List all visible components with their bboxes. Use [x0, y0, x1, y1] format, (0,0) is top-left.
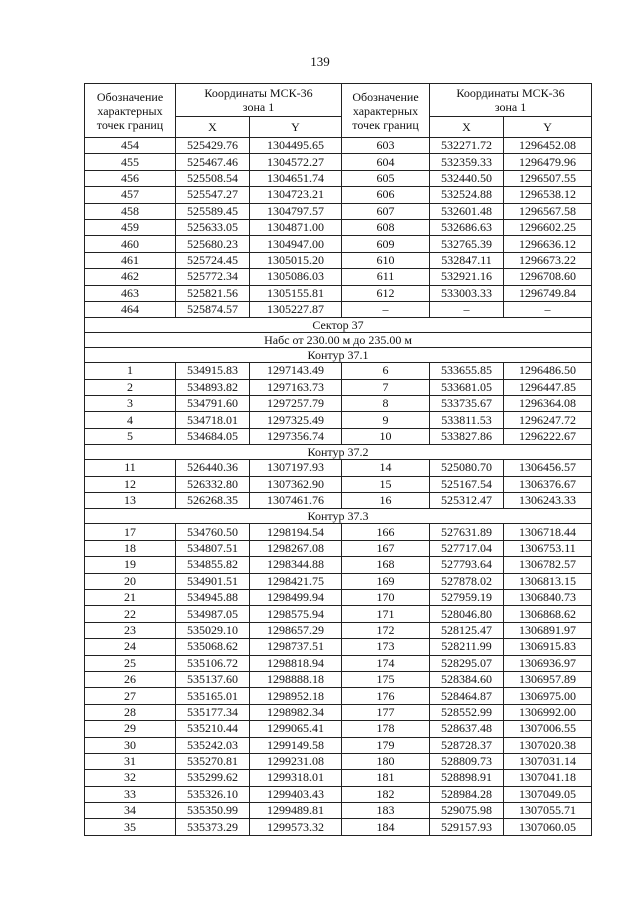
point-id-cell: 35 [85, 819, 176, 835]
point-id-cell: 604 [342, 154, 430, 170]
table-row [85, 379, 592, 395]
y-value-cell: 1296364.08 [504, 396, 592, 412]
point-id-cell: 10 [342, 428, 430, 444]
table-row [85, 573, 592, 589]
point-id-cell: 6 [342, 363, 430, 379]
y-value-cell: 1298657.29 [250, 622, 342, 638]
x-value-cell: 535373.29 [176, 819, 250, 835]
table-row [85, 203, 592, 219]
y-value-cell: 1296567.58 [504, 203, 592, 219]
table-row [85, 753, 592, 769]
y-value-cell: 1304572.27 [250, 154, 342, 170]
point-id-cell: 454 [85, 138, 176, 154]
x-value-cell: 528637.48 [430, 721, 504, 737]
point-label-header-left [85, 84, 176, 138]
table-row [85, 252, 592, 268]
y-value-cell: 1307461.76 [250, 493, 342, 509]
table-row [85, 476, 592, 492]
x-value-cell: 535177.34 [176, 704, 250, 720]
point-id-cell: 33 [85, 786, 176, 802]
y-value-cell: 1296447.85 [504, 379, 592, 395]
x-value-cell: 527878.02 [430, 573, 504, 589]
x-header: X [430, 117, 504, 138]
x-value-cell: 533735.67 [430, 396, 504, 412]
y-value-cell: 1306840.73 [504, 589, 592, 605]
y-value-cell: 1305086.03 [250, 269, 342, 285]
table-row [85, 285, 592, 301]
point-id-cell: 168 [342, 557, 430, 573]
x-value-cell: 525772.34 [176, 269, 250, 285]
y-value-cell: 1307055.71 [504, 803, 592, 819]
point-id-cell: 177 [342, 704, 430, 720]
contour-title-row [85, 348, 592, 363]
x-value-cell: 527717.04 [430, 540, 504, 556]
y-value-cell: 1297143.49 [250, 363, 342, 379]
x-value-cell: 525724.45 [176, 252, 250, 268]
y-value-cell: 1305155.81 [250, 285, 342, 301]
point-id-cell: 605 [342, 170, 430, 186]
x-value-cell: 525547.27 [176, 187, 250, 203]
coordinates-table [84, 83, 592, 836]
point-id-cell: 171 [342, 606, 430, 622]
x-value-cell: 535165.01 [176, 688, 250, 704]
sector-subtitle: Набс от 230.00 м до 235.00 м [85, 333, 592, 348]
point-id-cell: 15 [342, 476, 430, 492]
y-value-cell: 1297325.49 [250, 412, 342, 428]
y-value-cell: 1305015.20 [250, 252, 342, 268]
point-label-line: характерных [352, 103, 419, 118]
point-id-cell: – [342, 301, 430, 317]
point-id-cell: 182 [342, 786, 430, 802]
y-value-cell: – [504, 301, 592, 317]
x-value-cell: 529075.98 [430, 803, 504, 819]
point-id-cell: 13 [85, 493, 176, 509]
y-value-cell: 1304871.00 [250, 219, 342, 235]
y-value-cell: 1299489.81 [250, 803, 342, 819]
y-value-cell: 1299318.01 [250, 770, 342, 786]
y-value-cell: 1299231.08 [250, 753, 342, 769]
point-id-cell: 464 [85, 301, 176, 317]
y-value-cell: 1299149.58 [250, 737, 342, 753]
y-value-cell: 1306456.57 [504, 460, 592, 476]
y-value-cell: 1298982.34 [250, 704, 342, 720]
y-value-cell: 1307041.18 [504, 770, 592, 786]
y-value-cell: 1299065.41 [250, 721, 342, 737]
y-value-cell: 1306868.62 [504, 606, 592, 622]
table-row [85, 269, 592, 285]
x-value-cell: 532601.48 [430, 203, 504, 219]
point-id-cell: 460 [85, 236, 176, 252]
point-id-cell: 607 [342, 203, 430, 219]
y-value-cell: 1296538.12 [504, 187, 592, 203]
table-row [85, 704, 592, 720]
point-id-cell: 11 [85, 460, 176, 476]
y-value-cell: 1297356.74 [250, 428, 342, 444]
table-row [85, 721, 592, 737]
y-value-cell: 1306813.15 [504, 573, 592, 589]
x-value-cell: 534915.83 [176, 363, 250, 379]
point-label-line: точек границ [352, 117, 419, 132]
point-id-cell: 184 [342, 819, 430, 835]
coords-label-line: Координаты МСК-36 [456, 86, 565, 100]
x-value-cell: 525167.54 [430, 476, 504, 492]
x-value-cell: 526268.35 [176, 493, 250, 509]
x-value-cell: 535106.72 [176, 655, 250, 671]
contour-title: Контур 37.2 [85, 445, 592, 460]
point-id-cell: 173 [342, 639, 430, 655]
table-row [85, 770, 592, 786]
x-value-cell: 527793.64 [430, 557, 504, 573]
x-value-cell: 534855.82 [176, 557, 250, 573]
contour-title: Контур 37.3 [85, 509, 592, 524]
table-row [85, 557, 592, 573]
x-value-cell: 534718.01 [176, 412, 250, 428]
y-value-cell: 1296452.08 [504, 138, 592, 154]
table-body [85, 138, 592, 836]
point-id-cell: 4 [85, 412, 176, 428]
y-value-cell: 1298575.94 [250, 606, 342, 622]
point-id-cell: 180 [342, 753, 430, 769]
x-value-cell: 532765.39 [430, 236, 504, 252]
y-value-cell: 1306243.33 [504, 493, 592, 509]
y-value-cell: 1306992.00 [504, 704, 592, 720]
y-value-cell: 1298737.51 [250, 639, 342, 655]
table-row [85, 540, 592, 556]
table-row [85, 363, 592, 379]
x-value-cell: 528295.07 [430, 655, 504, 671]
point-id-cell: 611 [342, 269, 430, 285]
y-value-cell: 1298267.08 [250, 540, 342, 556]
x-value-cell: 525589.45 [176, 203, 250, 219]
x-value-cell: 532440.50 [430, 170, 504, 186]
point-id-cell: 174 [342, 655, 430, 671]
table-row [85, 671, 592, 687]
point-id-cell: 24 [85, 639, 176, 655]
x-value-cell: 534987.05 [176, 606, 250, 622]
x-value-cell: 534945.88 [176, 589, 250, 605]
y-value-cell: 1304651.74 [250, 170, 342, 186]
x-value-cell: 528046.80 [430, 606, 504, 622]
y-value-cell: 1304723.21 [250, 187, 342, 203]
x-value-cell: 535326.10 [176, 786, 250, 802]
point-id-cell: 178 [342, 721, 430, 737]
table-row [85, 301, 592, 317]
y-value-cell: 1296222.67 [504, 428, 592, 444]
point-id-cell: 608 [342, 219, 430, 235]
contour-title-row [85, 445, 592, 460]
y-value-cell: 1307049.05 [504, 786, 592, 802]
point-id-cell: 8 [342, 396, 430, 412]
y-value-cell: 1298194.54 [250, 524, 342, 540]
y-value-cell: 1304495.65 [250, 138, 342, 154]
table-row [85, 589, 592, 605]
y-value-cell: 1306975.00 [504, 688, 592, 704]
table-row [85, 428, 592, 444]
point-id-cell: 603 [342, 138, 430, 154]
table-row [85, 396, 592, 412]
x-value-cell: 528125.47 [430, 622, 504, 638]
y-value-cell: 1296486.50 [504, 363, 592, 379]
point-id-cell: 166 [342, 524, 430, 540]
y-value-cell: 1297257.79 [250, 396, 342, 412]
point-id-cell: 5 [85, 428, 176, 444]
x-value-cell: 535299.62 [176, 770, 250, 786]
x-value-cell: 535137.60 [176, 671, 250, 687]
table-row [85, 606, 592, 622]
x-value-cell: 529157.93 [430, 819, 504, 835]
x-value-cell: 527959.19 [430, 589, 504, 605]
x-value-cell: 527631.89 [430, 524, 504, 540]
point-id-cell: 32 [85, 770, 176, 786]
x-value-cell: 535210.44 [176, 721, 250, 737]
point-id-cell: 21 [85, 589, 176, 605]
coords-label-line: зона 1 [494, 100, 527, 114]
x-value-cell: 525312.47 [430, 493, 504, 509]
y-value-cell: 1306891.97 [504, 622, 592, 638]
y-value-cell: 1298888.18 [250, 671, 342, 687]
table-row [85, 803, 592, 819]
point-id-cell: 179 [342, 737, 430, 753]
x-header: X [176, 117, 250, 138]
point-id-cell: 458 [85, 203, 176, 219]
coords-header-right [430, 84, 592, 117]
point-id-cell: 30 [85, 737, 176, 753]
x-value-cell: 533681.05 [430, 379, 504, 395]
x-value-cell: 533655.85 [430, 363, 504, 379]
y-value-cell: 1307031.14 [504, 753, 592, 769]
table-row [85, 460, 592, 476]
x-value-cell: 534791.60 [176, 396, 250, 412]
x-value-cell: 534807.51 [176, 540, 250, 556]
point-id-cell: 2 [85, 379, 176, 395]
x-value-cell: 526440.36 [176, 460, 250, 476]
x-value-cell: 526332.80 [176, 476, 250, 492]
x-value-cell: 528211.99 [430, 639, 504, 655]
table-row [85, 170, 592, 186]
y-value-cell: 1306718.44 [504, 524, 592, 540]
table-row [85, 655, 592, 671]
table-row [85, 493, 592, 509]
x-value-cell: 525680.23 [176, 236, 250, 252]
y-value-cell: 1298952.18 [250, 688, 342, 704]
point-id-cell: 14 [342, 460, 430, 476]
y-value-cell: 1307362.90 [250, 476, 342, 492]
point-id-cell: 183 [342, 803, 430, 819]
table-row [85, 819, 592, 835]
point-id-cell: 26 [85, 671, 176, 687]
y-value-cell: 1296749.84 [504, 285, 592, 301]
y-header: Y [250, 117, 342, 138]
x-value-cell: 525633.05 [176, 219, 250, 235]
point-id-cell: 20 [85, 573, 176, 589]
point-label-line: характерных [97, 103, 163, 118]
y-value-cell: 1296673.22 [504, 252, 592, 268]
point-id-cell: 25 [85, 655, 176, 671]
point-id-cell: 456 [85, 170, 176, 186]
x-value-cell: – [430, 301, 504, 317]
x-value-cell: 535068.62 [176, 639, 250, 655]
x-value-cell: 528384.60 [430, 671, 504, 687]
x-value-cell: 533827.86 [430, 428, 504, 444]
point-id-cell: 455 [85, 154, 176, 170]
x-value-cell: 532359.33 [430, 154, 504, 170]
y-value-cell: 1298421.75 [250, 573, 342, 589]
table-row [85, 524, 592, 540]
y-value-cell: 1307006.55 [504, 721, 592, 737]
x-value-cell: 535270.81 [176, 753, 250, 769]
point-id-cell: 612 [342, 285, 430, 301]
y-value-cell: 1298499.94 [250, 589, 342, 605]
point-id-cell: 610 [342, 252, 430, 268]
x-value-cell: 532847.11 [430, 252, 504, 268]
point-id-cell: 12 [85, 476, 176, 492]
table-row [85, 639, 592, 655]
x-value-cell: 534901.51 [176, 573, 250, 589]
point-id-cell: 457 [85, 187, 176, 203]
x-value-cell: 525874.57 [176, 301, 250, 317]
point-id-cell: 176 [342, 688, 430, 704]
point-id-cell: 175 [342, 671, 430, 687]
table-row [85, 154, 592, 170]
point-id-cell: 23 [85, 622, 176, 638]
coords-label-line: зона 1 [242, 100, 275, 114]
y-value-cell: 1298818.94 [250, 655, 342, 671]
y-value-cell: 1299573.32 [250, 819, 342, 835]
y-value-cell: 1306936.97 [504, 655, 592, 671]
point-id-cell: 34 [85, 803, 176, 819]
point-id-cell: 172 [342, 622, 430, 638]
y-value-cell: 1306753.11 [504, 540, 592, 556]
x-value-cell: 535029.10 [176, 622, 250, 638]
table-row [85, 622, 592, 638]
x-value-cell: 532921.16 [430, 269, 504, 285]
sector-title: Сектор 37 [85, 318, 592, 333]
point-id-cell: 18 [85, 540, 176, 556]
x-value-cell: 532524.88 [430, 187, 504, 203]
point-id-cell: 17 [85, 524, 176, 540]
point-id-cell: 181 [342, 770, 430, 786]
point-id-cell: 462 [85, 269, 176, 285]
page-number: 139 [310, 54, 330, 69]
y-value-cell: 1296247.72 [504, 412, 592, 428]
y-value-cell: 1296708.60 [504, 269, 592, 285]
contour-title-row [85, 509, 592, 524]
point-id-cell: 606 [342, 187, 430, 203]
y-value-cell: 1304947.00 [250, 236, 342, 252]
x-value-cell: 535242.03 [176, 737, 250, 753]
point-id-cell: 1 [85, 363, 176, 379]
point-label-header-right [342, 84, 430, 138]
x-value-cell: 528984.28 [430, 786, 504, 802]
point-label-line: Обозначение [352, 89, 419, 104]
table-row [85, 786, 592, 802]
x-value-cell: 525080.70 [430, 460, 504, 476]
point-label-line: точек границ [96, 117, 164, 132]
y-value-cell: 1297163.73 [250, 379, 342, 395]
y-value-cell: 1306782.57 [504, 557, 592, 573]
contour-title: Контур 37.1 [85, 348, 592, 363]
y-header: Y [504, 117, 592, 138]
x-value-cell: 525821.56 [176, 285, 250, 301]
point-id-cell: 16 [342, 493, 430, 509]
x-value-cell: 525508.54 [176, 170, 250, 186]
sector-title-row [85, 318, 592, 333]
point-label-line: Обозначение [96, 89, 164, 104]
y-value-cell: 1306376.67 [504, 476, 592, 492]
point-id-cell: 169 [342, 573, 430, 589]
point-id-cell: 27 [85, 688, 176, 704]
table-row [85, 138, 592, 154]
y-value-cell: 1304797.57 [250, 203, 342, 219]
y-value-cell: 1307020.38 [504, 737, 592, 753]
x-value-cell: 533811.53 [430, 412, 504, 428]
point-id-cell: 7 [342, 379, 430, 395]
table-row [85, 219, 592, 235]
point-id-cell: 461 [85, 252, 176, 268]
point-id-cell: 9 [342, 412, 430, 428]
y-value-cell: 1296507.55 [504, 170, 592, 186]
coords-header-left [176, 84, 342, 117]
x-value-cell: 532686.63 [430, 219, 504, 235]
x-value-cell: 533003.33 [430, 285, 504, 301]
y-value-cell: 1306957.89 [504, 671, 592, 687]
y-value-cell: 1305227.87 [250, 301, 342, 317]
point-id-cell: 28 [85, 704, 176, 720]
point-id-cell: 609 [342, 236, 430, 252]
x-value-cell: 534893.82 [176, 379, 250, 395]
table-row [85, 412, 592, 428]
point-id-cell: 3 [85, 396, 176, 412]
table-row [85, 688, 592, 704]
y-value-cell: 1298344.88 [250, 557, 342, 573]
point-id-cell: 19 [85, 557, 176, 573]
y-value-cell: 1307060.05 [504, 819, 592, 835]
x-value-cell: 534760.50 [176, 524, 250, 540]
table-row [85, 737, 592, 753]
point-id-cell: 29 [85, 721, 176, 737]
y-value-cell: 1299403.43 [250, 786, 342, 802]
x-value-cell: 528552.99 [430, 704, 504, 720]
point-id-cell: 167 [342, 540, 430, 556]
coords-label-line: Координаты МСК-36 [204, 86, 313, 100]
point-id-cell: 463 [85, 285, 176, 301]
y-value-cell: 1296479.96 [504, 154, 592, 170]
x-value-cell: 525429.76 [176, 138, 250, 154]
x-value-cell: 525467.46 [176, 154, 250, 170]
x-value-cell: 528464.87 [430, 688, 504, 704]
point-id-cell: 31 [85, 753, 176, 769]
y-value-cell: 1307197.93 [250, 460, 342, 476]
point-id-cell: 459 [85, 219, 176, 235]
x-value-cell: 528898.91 [430, 770, 504, 786]
x-value-cell: 535350.99 [176, 803, 250, 819]
x-value-cell: 528809.73 [430, 753, 504, 769]
x-value-cell: 532271.72 [430, 138, 504, 154]
x-value-cell: 528728.37 [430, 737, 504, 753]
y-value-cell: 1296602.25 [504, 219, 592, 235]
y-value-cell: 1306915.83 [504, 639, 592, 655]
point-id-cell: 22 [85, 606, 176, 622]
sector-subtitle-row [85, 333, 592, 348]
table-row [85, 236, 592, 252]
x-value-cell: 534684.05 [176, 428, 250, 444]
point-id-cell: 170 [342, 589, 430, 605]
table-row [85, 187, 592, 203]
y-value-cell: 1296636.12 [504, 236, 592, 252]
